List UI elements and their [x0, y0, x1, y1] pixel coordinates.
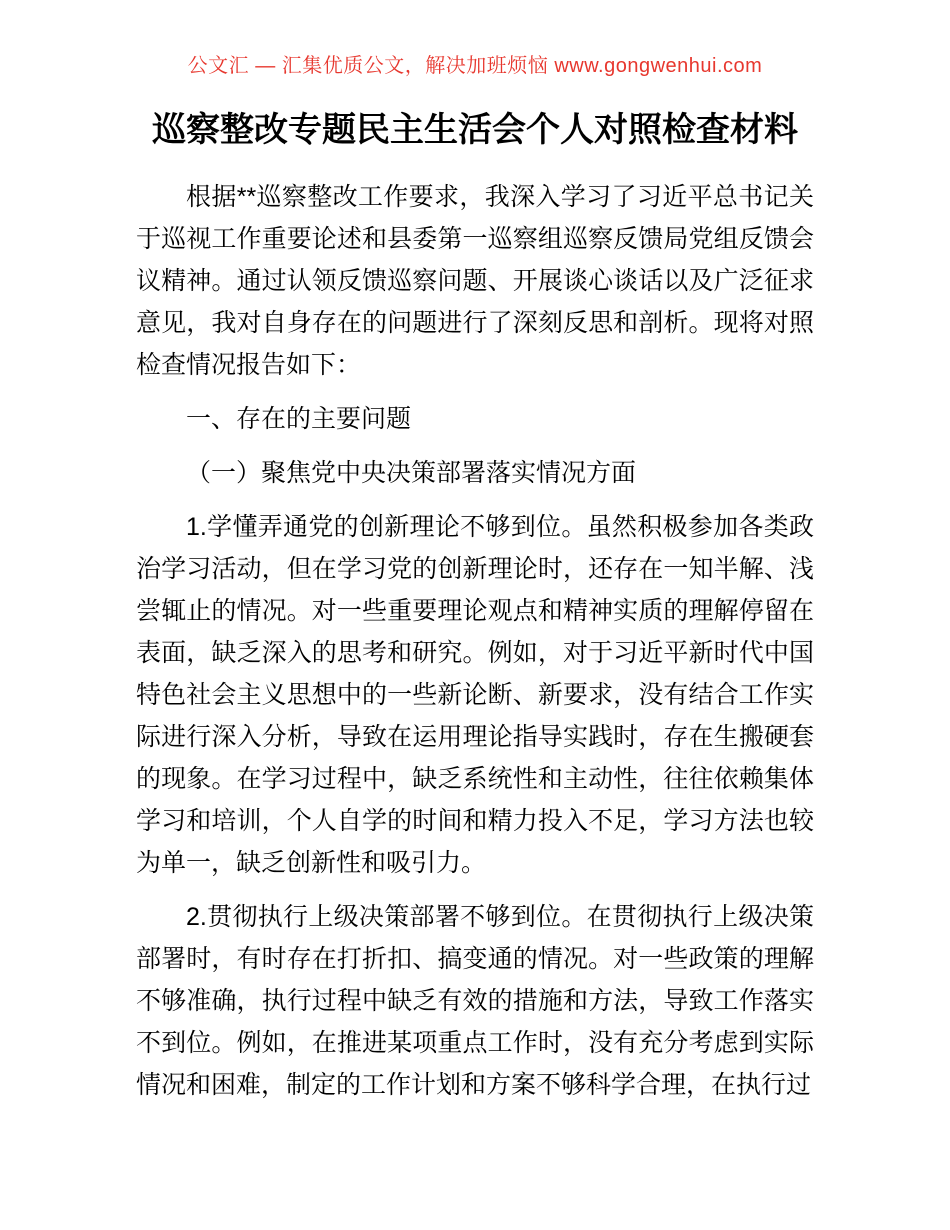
problem-paragraph-2: 2.贯彻执行上级决策部署不够到位。在贯彻执行上级决策部署时，有时存在打折扣、搞变通的情况。对一些政策的理解不够准确，执行过程中缺乏有效的措施和方法，导致工作落实不到位。例如，在推进某项重点工作时，没有充分考虑到实际情况和困难，制定的工作计划和方案不够科学合理，在执行过 — [136, 903, 814, 1099]
document-title: 巡察整改专题民主生活会个人对照检查材料 — [152, 111, 798, 149]
watermark-header: 公文汇 — 汇集优质公文，解决加班烦恼 www.gongwenhui.com — [187, 55, 763, 77]
intro-paragraph: 根据**巡察整改工作要求，我深入学习了习近平总书记关于巡视工作重要论述和县委第一巡察组巡察反馈局党组反馈会议精神。通过认领反馈巡察问题、开展谈心谈话以及广泛征求意见，我对自身存在的问题进行了深刻反思和剖析。现将对照检查情况报告如下： — [136, 183, 814, 379]
section-heading-main-problems: 一、存在的主要问题 — [186, 405, 412, 433]
problem-paragraph-1: 1.学懂弄通党的创新理论不够到位。虽然积极参加各类政治学习活动，但在学习党的创新理论时，还存在一知半解、浅尝辄止的情况。对一些重要理论观点和精神实质的理解停留在表面，缺乏深入的思考和研究。例如，对于习近平新时代中国特色社会主义思想中的一些新论断、新要求，没有结合工作实际进行深入分析，导致在运用理论指导实践时，存在生搬硬套的现象。在学习过程中，缺乏系统性和主动性，往往依赖集体学习和培训，个人自学的时间和精力投入不足，学习方法也较为单一，缺乏创新性和吸引力。 — [136, 513, 814, 877]
document-body — [136, 176, 814, 1106]
subsection-heading-central-policy: （一）聚焦党中央决策部署落实情况方面 — [186, 459, 637, 487]
